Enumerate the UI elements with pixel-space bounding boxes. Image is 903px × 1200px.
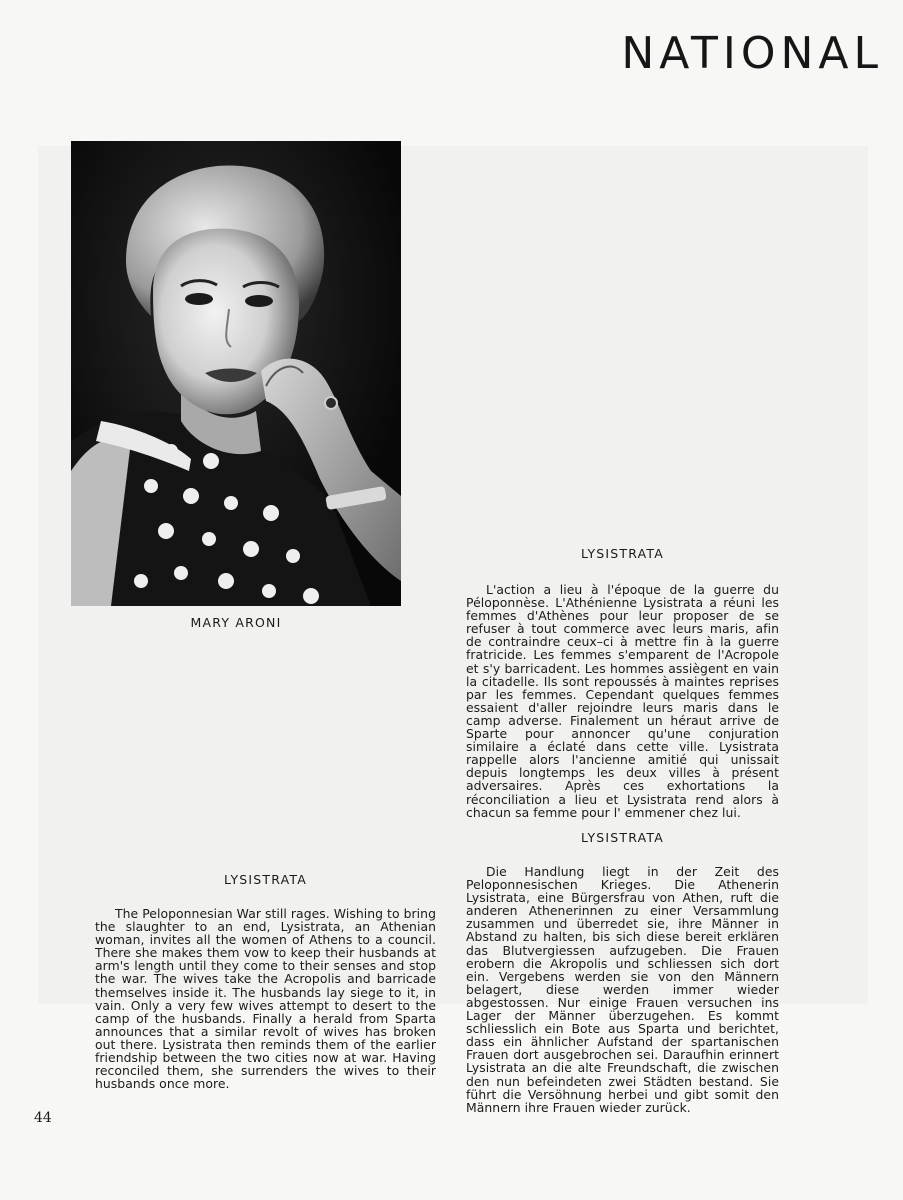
synopsis-french-title: LYSISTRATA [580, 546, 665, 561]
page-number: 44 [34, 1110, 52, 1126]
portrait-photo [71, 141, 401, 606]
synopsis-german [466, 830, 779, 1114]
synopsis-german-body: Die Handlung liegt in der Zeit des Peloponnesischen Krieges. Die Athenerin Lysistrata, eine Bürgersfrau von Athen, ruft die anderen Athenerinnen zu einer Versammlung zusammen und überredet sie, ihre Männer in Abstand zu halten, bis sich diese bereit erklären das Blutvergiessen aufzugeben. Die Frauen erobern die Akropolis und schliessen sich dort ein. Vergebens werden sie von den Männern belagert, diese werden immer wieder abgestossen. Nur einige Frauen versuchen ins Lager der Männer überzugehen. Es kommt schliesslich ein Bote aus Sparta und berichtet, dass ein ähnlicher Aufstand der spartanischen Frauen dort ausgebrochen sei. Daraufhin erinnert Lysistrata an die alte Freundschaft, die zwischen den nun befeindeten zwei Städten bestand. Sie führt die Versöhnung herbei und gibt somit den Männern ihre Frauen wieder zurück. [466, 864, 779, 1115]
photo-caption: MARY ARONI [190, 615, 282, 630]
page-header: NATIONAL [621, 28, 883, 79]
synopsis-french-body: L'action a lieu à l'époque de la guerre du Péloponnèse. L'Athénienne Lysistrata a réuni les femmes d'Athènes pour leur proposer de se refuser à tout commerce avec leurs maris, afin de contraindre ceux–ci à mettre fin à la guerre fratricide. Les femmes s'emparent de l'Acropole et s'y barricadent. Les hommes assiègent en vain la citadelle. Ils sont repoussés à maintes reprises par les femmes. Cependant quelques femmes essaient d'aller rejoindre leurs maris dans le camp adverse. Finalement un héraut arrive de Sparte pour annoncer qu'une conjuration similaire a éclaté dans cette ville. Lysistrata rappelle alors l'ancienne amitié qui unissait depuis longtemps les deux villes à présent adversaires. Après ces exhortations la réconciliation a lieu et Lysistrata rend alors à chacun sa femme pour l' emmener chez lui. [466, 582, 779, 820]
synopsis-english [95, 872, 436, 1090]
synopsis-english-title: LYSISTRATA [223, 872, 308, 887]
synopsis-german-title: LYSISTRATA [580, 830, 665, 845]
synopsis-english-body: The Peloponnesian War still rages. Wishing to bring the slaughter to an end, Lysistrata, an Athenian woman, invites all the women of Athens to a council. There she makes them vow to keep their husbands at arm's length until they come to their senses and stop the war. The wives take the Acropolis and barricade themselves inside it. The husbands lay siege to it, in vain. Only a very few wives attempt to desert to the camp of the husbands. Finally a herald from Sparta announces that a similar revolt of wives has broken out there. Lysistrata then reminds them of the earlier friendship between the two cities now at war. Having reconciled them, she surrenders the wives to their husbands once more. [95, 906, 436, 1092]
portrait-illustration [71, 141, 401, 606]
synopsis-french [466, 546, 779, 819]
